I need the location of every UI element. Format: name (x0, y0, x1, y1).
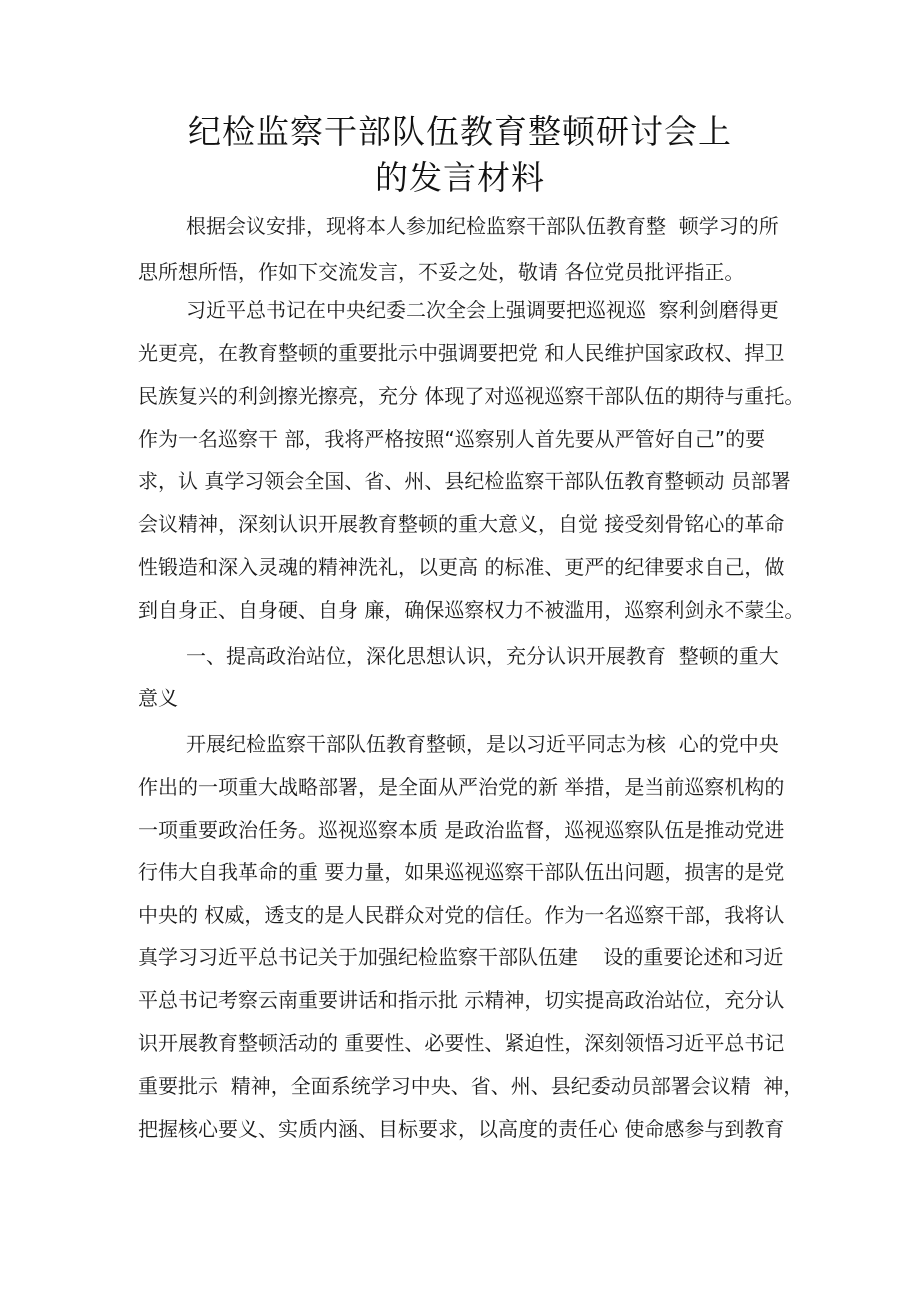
paragraph-line: 求，认 真学习领会全国、省、州、县纪检监察干部队伍教育整顿动 员部署 (138, 469, 791, 493)
paragraph-line: 行伟大自我革命的重 要力量，如果巡视巡察干部队伍出问题，损害的是党 (138, 860, 785, 884)
paragraph-line: 思所想所悟，作如下交流发言，不妥之处，敬请 各位党员批评指正。 (138, 260, 745, 284)
paragraph-line: 会议精神，深刻认识开展教育整顿的重大意义，自觉 接受刻骨铭心的革命 (138, 512, 785, 536)
paragraph-line: 识开展教育整顿活动的 重要性、必要性、紧迫性，深刻领悟习近平总书记 (138, 1031, 785, 1055)
document-title-line-1: 纪检监察干部队伍教育整顿研讨会上 (188, 112, 732, 151)
paragraph-line: 把握核心要义、实质内涵、目标要求，以高度的责任心 使命感参与到教育 (138, 1117, 785, 1141)
paragraph-line: 作出的一项重大战略部署，是全面从严治党的新 举措，是当前巡察机构的 (138, 775, 785, 799)
paragraph-line: 民族复兴的利剑擦光擦亮，充分 体现了对巡视巡察干部队伍的期待与重托。 (138, 384, 805, 408)
paragraph-line: 平总书记考察云南重要讲话和指示批 示精神，切实提高政治站位，充分认 (138, 988, 785, 1012)
paragraph-line: 一项重要政治任务。巡视巡察本质 是政治监督，巡视巡察队伍是推动党进 (138, 818, 785, 842)
section-heading-line: 一、提高政治站位，深化思想认识，充分认识开展教育 整顿的重大 (186, 644, 779, 668)
document-title-line-2: 的发言材料 (375, 158, 545, 197)
paragraph-line: 性锻造和深入灵魂的精神洗礼，以更高 的标准、更严的纪律要求自己，做 (138, 555, 785, 579)
paragraph-line: 中央的 权威，透支的是人民群众对党的信任。作为一名巡察干部，我将认 (138, 903, 785, 927)
paragraph-line: 重要批示 精神，全面系统学习中央、省、州、县纪委动员部署会议精 神， (138, 1074, 804, 1098)
paragraph-line: 到自身正、自身硬、自身 廉，确保巡察权力不被滥用，巡察利剑永不蒙尘。 (138, 598, 805, 622)
section-heading-line: 意义 (138, 686, 178, 710)
paragraph-line: 根据会议安排，现将本人参加纪检监察干部队伍教育整 顿学习的所 (186, 214, 779, 238)
paragraph-line: 习近平总书记在中央纪委二次全会上强调要把巡视巡 察利剑磨得更 (186, 298, 779, 322)
paragraph-line: 作为一名巡察干 部，我将严格按照“巡察别人首先要从严管好自己”的要 (138, 427, 766, 451)
paragraph-line: 真学习习近平总书记关于加强纪检监察干部队伍建 设的重要论述和习近 (138, 945, 784, 969)
paragraph-line: 光更亮，在教育整顿的重要批示中强调要把党 和人民维护国家政权、捍卫 (138, 341, 785, 365)
paragraph-line: 开展纪检监察干部队伍教育整顿，是以习近平同志为核 心的党中央 (186, 732, 779, 756)
